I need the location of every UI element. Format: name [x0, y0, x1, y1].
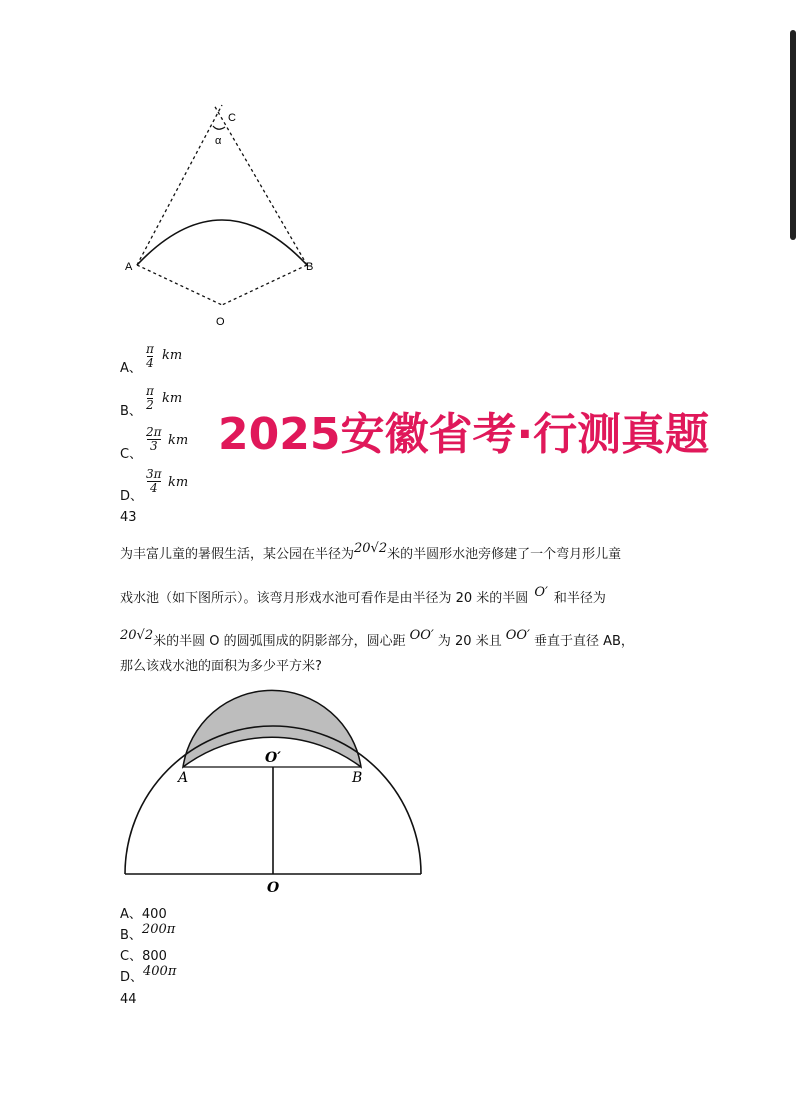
math-expression: OO′ — [409, 628, 434, 643]
q43-option-d[interactable] — [120, 964, 177, 986]
crescent-pool-diagram — [115, 685, 435, 900]
option-prefix: B、 — [120, 928, 142, 943]
q43-option-c[interactable] — [120, 949, 167, 965]
numerator: 2π — [146, 425, 162, 439]
q43-line-2 — [120, 587, 606, 606]
dashed-line-bo — [222, 265, 307, 305]
question-number: 43 — [120, 510, 137, 525]
label-a: A — [125, 261, 133, 273]
numerator: 3π — [146, 467, 162, 481]
numerator: π — [146, 384, 154, 398]
label-a: A — [178, 770, 189, 786]
math-expression: 20√2 — [120, 628, 154, 643]
label-b: B — [352, 770, 363, 786]
text-segment: 为 20 米且 — [437, 634, 502, 649]
fraction — [146, 468, 162, 495]
text-segment: 垂直于直径 AB， — [533, 634, 634, 649]
label-c: C — [228, 112, 236, 124]
option-value: 800 — [142, 949, 167, 964]
option-value: 400π — [143, 964, 177, 979]
option-prefix: C、 — [120, 949, 143, 964]
next-question-number: 44 — [120, 992, 137, 1007]
numerator: π — [146, 342, 154, 356]
option-value: 400 — [141, 907, 167, 922]
text-segment: 和半径为 — [553, 591, 606, 606]
dashed-line-bc — [214, 105, 307, 265]
option-value: 200π — [141, 922, 176, 937]
option-prefix: A、 — [120, 907, 142, 922]
text-segment: 戏水池（如下图所示）。该弯月形戏水池可看作是由半径为 20 米的半圆 — [120, 591, 529, 606]
label-alpha: α — [215, 135, 222, 147]
q43-line-3 — [120, 630, 634, 649]
q43-option-a[interactable] — [120, 907, 167, 923]
math-expression: O′ — [534, 585, 548, 600]
math-expression: 20√2 — [354, 541, 388, 556]
option-prefix: A、 — [120, 361, 142, 376]
option-prefix: C、 — [120, 447, 143, 462]
scrollbar-thumb[interactable] — [790, 30, 796, 240]
sector-diagram — [110, 95, 330, 335]
q43-line-4: 那么该戏水池的面积为多少平方米? — [120, 659, 322, 674]
text-segment: 米的半圆形水池旁修建了一个弯月形儿童 — [387, 547, 622, 562]
arc-ab — [137, 220, 307, 265]
dashed-line-ao — [137, 265, 222, 305]
denominator: 4 — [149, 481, 158, 495]
angle-arc — [213, 126, 225, 129]
text-segment: 为丰富儿童的暑假生活，某公园在半径为 — [120, 547, 355, 562]
dashed-line-ac — [137, 105, 222, 265]
fraction — [146, 426, 162, 453]
unit: km — [168, 433, 189, 448]
option-prefix: B、 — [120, 404, 142, 419]
q43-option-b[interactable] — [120, 922, 176, 944]
unit: km — [168, 475, 189, 490]
label-o: O — [267, 880, 280, 896]
denominator: 3 — [149, 439, 158, 453]
unit: km — [162, 348, 183, 363]
fraction — [146, 343, 154, 370]
unit: km — [162, 391, 183, 406]
fraction — [146, 385, 154, 412]
banner-title: 2025安徽省考·行测真题 — [218, 409, 710, 460]
label-o: O — [216, 316, 225, 328]
denominator: 2 — [146, 398, 154, 412]
q43-line-1 — [120, 543, 621, 562]
option-prefix: D、 — [120, 970, 144, 985]
label-b: B — [306, 261, 314, 273]
option-prefix: D、 — [120, 489, 144, 504]
label-o-prime: O′ — [265, 750, 281, 766]
denominator: 4 — [146, 356, 154, 370]
math-expression: OO′ — [505, 628, 530, 643]
text-segment: 米的半圆 O 的圆弧围成的阴影部分，圆心距 — [153, 634, 406, 649]
